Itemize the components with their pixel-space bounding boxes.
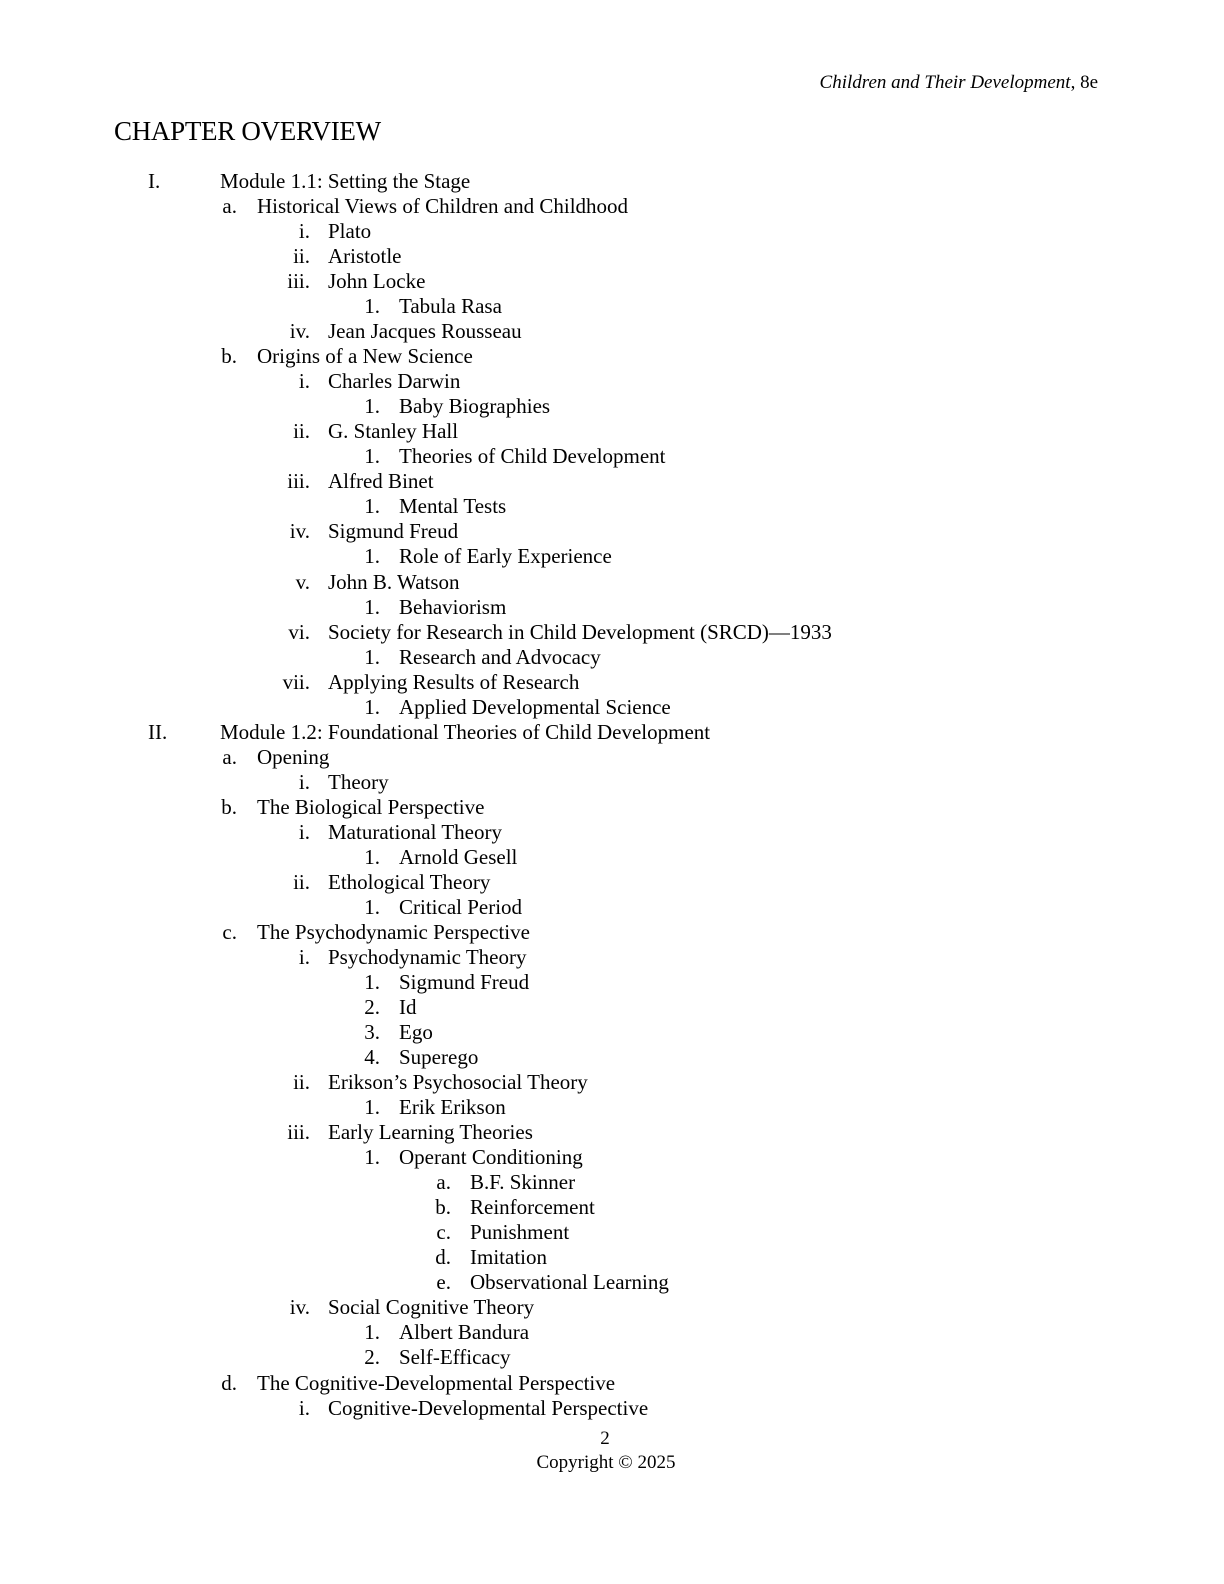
outline-item xyxy=(0,745,1224,770)
outline-item xyxy=(0,1170,1224,1195)
outline-item-number: e. xyxy=(436,1270,451,1295)
outline-item-text: Alfred Binet xyxy=(328,469,434,494)
outline-item-number: iii. xyxy=(287,269,310,294)
outline-item xyxy=(0,494,1224,519)
outline-item-number: i. xyxy=(298,219,310,244)
outline-item xyxy=(0,1145,1224,1170)
outline-item-number: 1. xyxy=(364,444,380,469)
outline-item-number: 1. xyxy=(364,594,380,619)
outline-item-text: Operant Conditioning xyxy=(399,1145,583,1170)
outline-item-text: Sigmund Freud xyxy=(399,970,530,994)
outline-item-text: Albert Bandura xyxy=(399,1320,530,1345)
outline-item xyxy=(0,319,1224,344)
outline-item xyxy=(0,945,1224,970)
outline-item xyxy=(0,269,1224,294)
outline-item-number: i. xyxy=(298,944,310,969)
outline-item-text: Maturational Theory xyxy=(328,819,502,844)
outline-item-text: Applying Results of Research xyxy=(328,669,580,694)
outline-item-text: Erikson’s Psychosocial Theory xyxy=(328,1070,588,1095)
outline-item-text: G. Stanley Hall xyxy=(328,419,459,444)
outline-item-number: ii. xyxy=(293,244,310,269)
copyright-notice: Copyright © 2025 xyxy=(536,1452,676,1473)
outline-item-text: The Cognitive-Developmental Perspective xyxy=(257,1370,616,1395)
outline-item xyxy=(0,670,1224,695)
outline-item xyxy=(0,970,1224,995)
outline-item-text: B.F. Skinner xyxy=(470,1170,576,1195)
outline-item-number: d. xyxy=(435,1245,451,1270)
outline-item-text: Psychodynamic Theory xyxy=(328,944,527,969)
outline-item-number: v. xyxy=(295,569,310,594)
outline-item-number: i. xyxy=(298,1395,310,1420)
outline-item xyxy=(0,795,1224,820)
outline-item-number: 1. xyxy=(364,394,380,419)
outline-item-number: i. xyxy=(298,769,310,794)
outline-item xyxy=(0,1270,1224,1295)
outline-item-text: Observational Learning xyxy=(470,1270,669,1295)
outline-item xyxy=(0,219,1224,244)
outline-item-number: 1. xyxy=(364,970,380,994)
outline-item-text: Social Cognitive Theory xyxy=(328,1295,535,1320)
outline-item xyxy=(0,845,1224,870)
outline-item-number: a. xyxy=(222,194,237,219)
outline-item-text: John Locke xyxy=(328,269,426,294)
outline-item-number: II. xyxy=(148,719,168,744)
outline-item-text: Research and Advocacy xyxy=(399,644,601,669)
outline-item-number: ii. xyxy=(293,1070,310,1095)
outline-item xyxy=(0,369,1224,394)
outline-item xyxy=(0,1195,1224,1220)
outline-item-number: iv. xyxy=(289,319,310,344)
outline-item-number: c. xyxy=(436,1220,451,1245)
outline-item-text: Society for Research in Child Development (SRCD)—1933 xyxy=(328,619,832,644)
outline-item-number: 1. xyxy=(364,1095,380,1120)
outline-item-number: b. xyxy=(435,1195,451,1220)
outline-item xyxy=(0,695,1224,720)
outline-item xyxy=(0,194,1224,219)
page-number: 2 xyxy=(600,1428,610,1449)
outline-item-number: 1. xyxy=(364,694,380,719)
outline-item-number: 2. xyxy=(364,995,380,1020)
outline-item xyxy=(0,1345,1224,1370)
edition: , 8e xyxy=(1070,72,1098,93)
outline-item xyxy=(0,620,1224,645)
outline-item xyxy=(0,1396,1224,1421)
outline-item-number: iv. xyxy=(289,1295,310,1320)
outline-item-number: 1. xyxy=(364,894,380,919)
outline-item-number: iii. xyxy=(287,469,310,494)
book-title: Children and Their Development xyxy=(819,72,1071,93)
outline-item xyxy=(0,344,1224,369)
outline-item-text: Punishment xyxy=(470,1220,570,1245)
outline-item-text: Behaviorism xyxy=(399,594,507,619)
outline-item xyxy=(0,1020,1224,1045)
outline-item xyxy=(0,770,1224,795)
outline-item-text: The Biological Perspective xyxy=(257,794,485,819)
outline-item-text: Arnold Gesell xyxy=(399,844,518,869)
outline-item xyxy=(0,169,1224,194)
outline-item-number: c. xyxy=(222,919,237,944)
outline-item-number: 1. xyxy=(364,1145,380,1170)
outline-item xyxy=(0,1045,1224,1070)
outline-item-text: Origins of a New Science xyxy=(257,344,473,369)
outline-item-text: John B. Watson xyxy=(328,569,460,594)
outline-item xyxy=(0,1245,1224,1270)
outline-item-number: i. xyxy=(298,819,310,844)
outline-item xyxy=(0,1070,1224,1095)
outline-item-text: Cognitive-Developmental Perspective xyxy=(328,1395,649,1420)
outline-item-number: 4. xyxy=(364,1045,380,1070)
outline-item xyxy=(0,870,1224,895)
chapter-overview-title: CHAPTER OVERVIEW xyxy=(114,116,381,146)
outline-item xyxy=(0,920,1224,945)
outline-item xyxy=(0,820,1224,845)
outline-item-number: b. xyxy=(221,794,237,819)
outline-item-number: d. xyxy=(221,1370,237,1395)
outline-item-text: Historical Views of Children and Childhood xyxy=(257,194,629,219)
outline-item-text: Ego xyxy=(399,1020,433,1045)
outline-item-text: Module 1.2: Foundational Theories of Child Development xyxy=(220,719,711,744)
outline-item xyxy=(0,294,1224,319)
outline-item-text: Reinforcement xyxy=(470,1195,595,1220)
outline-item-number: 1. xyxy=(364,494,380,519)
outline-item xyxy=(0,469,1224,494)
outline-item-number: b. xyxy=(221,344,237,369)
outline-item xyxy=(0,244,1224,269)
outline-item-number: 2. xyxy=(364,1345,380,1370)
outline-item-text: Id xyxy=(399,995,417,1020)
outline-item xyxy=(0,595,1224,620)
outline-item-text: Theories of Child Development xyxy=(399,444,666,469)
outline-item-text: Early Learning Theories xyxy=(328,1120,533,1145)
outline-item-number: a. xyxy=(436,1170,451,1195)
outline-item-text: Critical Period xyxy=(399,894,523,919)
outline-item-text: Ethological Theory xyxy=(328,869,491,894)
outline-item xyxy=(0,645,1224,670)
outline-item-text: Imitation xyxy=(470,1245,547,1270)
outline-item xyxy=(0,394,1224,419)
outline-item xyxy=(0,444,1224,469)
outline-item xyxy=(0,1095,1224,1120)
outline-item-text: Aristotle xyxy=(328,244,402,269)
outline-item xyxy=(0,544,1224,569)
outline-item xyxy=(0,1120,1224,1145)
outline-item-text: Module 1.1: Setting the Stage xyxy=(220,169,471,193)
outline-item-number: 1. xyxy=(364,844,380,869)
outline-item-number: vii. xyxy=(282,669,310,694)
outline-item-number: 1. xyxy=(364,294,380,319)
outline-item-number: 1. xyxy=(364,1320,380,1345)
outline-item-number: i. xyxy=(298,369,310,394)
outline-item-number: I. xyxy=(148,169,161,193)
outline-item-text: Charles Darwin xyxy=(328,369,461,394)
outline-item xyxy=(0,519,1224,544)
outline-item-number: ii. xyxy=(293,419,310,444)
outline-item-text: Applied Developmental Science xyxy=(399,694,671,719)
outline-item-text: Opening xyxy=(257,744,330,769)
outline-item-text: Superego xyxy=(399,1045,479,1070)
outline-item-text: Erik Erikson xyxy=(399,1095,506,1120)
outline-item xyxy=(0,1295,1224,1320)
outline-item-text: Mental Tests xyxy=(399,494,507,519)
outline-item xyxy=(0,570,1224,595)
outline-item-number: 1. xyxy=(364,644,380,669)
outline-item-number: vi. xyxy=(288,619,310,644)
outline-item-text: Theory xyxy=(328,769,389,794)
outline-item-number: 1. xyxy=(364,544,380,569)
outline-item-number: iv. xyxy=(289,519,310,544)
outline-item-number: 3. xyxy=(364,1020,380,1045)
outline-item-text: Plato xyxy=(328,219,372,244)
outline-item xyxy=(0,1320,1224,1345)
outline-item-text: Sigmund Freud xyxy=(328,519,459,544)
chapter-outline xyxy=(0,169,1224,1421)
outline-item xyxy=(0,419,1224,444)
outline-item xyxy=(0,1371,1224,1396)
outline-item-text: Jean Jacques Rousseau xyxy=(328,319,522,344)
outline-item xyxy=(0,995,1224,1020)
outline-item-text: Role of Early Experience xyxy=(399,544,612,569)
outline-item-text: Baby Biographies xyxy=(399,394,551,419)
outline-item xyxy=(0,895,1224,920)
outline-item xyxy=(0,720,1224,745)
outline-item-text: The Psychodynamic Perspective xyxy=(257,919,530,944)
outline-item-number: a. xyxy=(222,744,237,769)
outline-item-number: iii. xyxy=(287,1120,310,1145)
running-header xyxy=(820,71,1098,95)
outline-item-text: Tabula Rasa xyxy=(399,294,502,319)
outline-item xyxy=(0,1220,1224,1245)
outline-item-number: ii. xyxy=(293,869,310,894)
outline-item-text: Self-Efficacy xyxy=(399,1345,511,1370)
